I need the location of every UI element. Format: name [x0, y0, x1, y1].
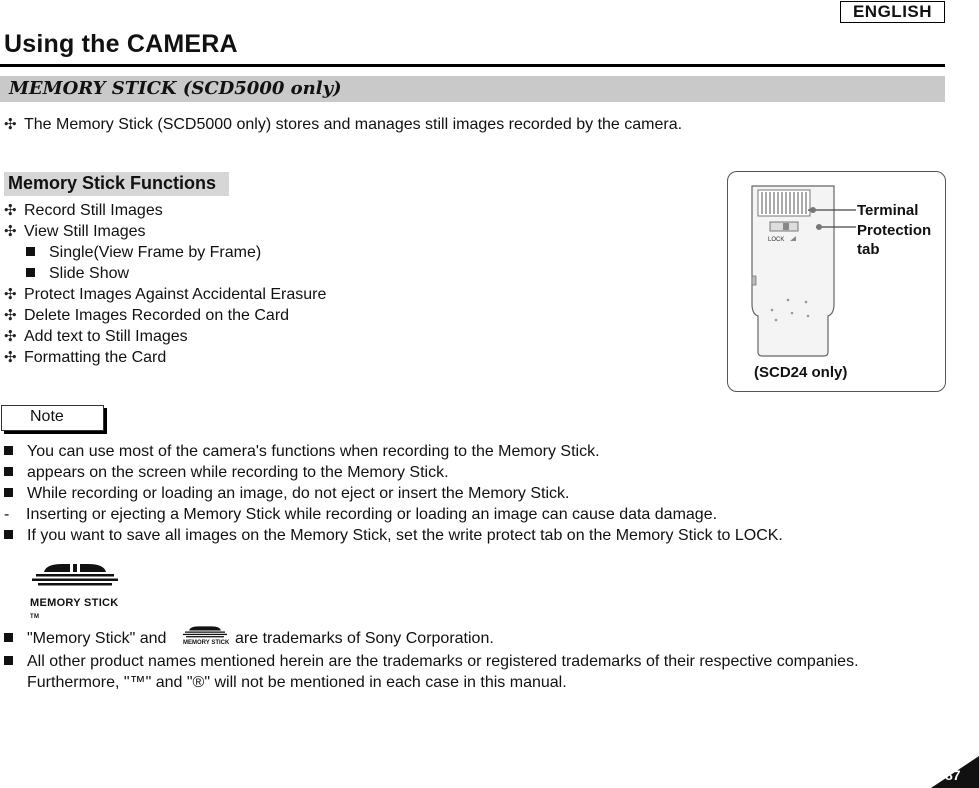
- square-bullet-icon: [4, 656, 13, 665]
- note-item: [4, 442, 600, 462]
- note-text: Inserting or ejecting a Memory Stick while recording or loading an image can cause data damage.: [26, 506, 718, 523]
- note-label: Note: [30, 408, 64, 425]
- memory-stick-logo-small-icon: [183, 625, 227, 639]
- small-logo-label: MEMORY STICK: [183, 640, 230, 646]
- section-title-bar: [0, 76, 945, 102]
- square-bullet-icon: [4, 530, 13, 539]
- memory-stick-logo: [30, 562, 130, 620]
- trademark-item: [4, 652, 859, 672]
- intro-text: The Memory Stick (SCD5000 only) stores and manages still images recorded by the camera.: [24, 116, 683, 133]
- list-item-text: Add text to Still Images: [24, 328, 188, 345]
- title-rule: [0, 64, 945, 67]
- note-item: [4, 505, 717, 525]
- cross-bullet-icon: ✣: [4, 116, 17, 133]
- label-protection: Protection: [857, 222, 932, 239]
- square-bullet-icon: [4, 633, 13, 642]
- note-label-box: [1, 405, 104, 431]
- section-title: MEMORY STICK (SCD5000 only): [9, 78, 342, 99]
- label-tab: tab: [857, 241, 880, 258]
- cross-bullet-icon: ✣: [4, 307, 17, 324]
- cross-bullet-icon: ✣: [4, 349, 17, 366]
- square-bullet-icon: [4, 467, 13, 476]
- note-item: [4, 526, 783, 546]
- small-logo-text: [183, 640, 229, 646]
- trademark-note: Furthermore, "™" and "®" will not be mentioned in each case in this manual.: [27, 674, 567, 691]
- note-item: [4, 463, 449, 483]
- note-text: appears on the screen while recording to the Memory Stick.: [27, 464, 449, 481]
- list-item-text: Delete Images Recorded on the Card: [24, 307, 290, 324]
- list-item-text: Slide Show: [49, 265, 130, 282]
- square-bullet-icon: [4, 488, 13, 497]
- list-item: [4, 222, 146, 242]
- callout-lines: [808, 197, 858, 237]
- list-item-text: Formatting the Card: [24, 349, 167, 366]
- memory-stick-figure: [727, 171, 946, 392]
- list-item-text: Record Still Images: [24, 202, 163, 219]
- cross-bullet-icon: ✣: [4, 328, 17, 345]
- page-number: 87: [945, 767, 961, 783]
- trademark-text-continued: are trademarks of Sony Corporation.: [235, 630, 494, 647]
- list-item-text: Single(View Frame by Frame): [49, 244, 262, 261]
- logo-tm: TM: [30, 614, 40, 620]
- dash-bullet: -: [4, 506, 10, 523]
- list-item: [4, 201, 163, 221]
- list-subitem: [26, 243, 261, 263]
- trademark-item: [4, 629, 166, 649]
- list-item-text: View Still Images: [24, 223, 146, 240]
- list-item: [4, 306, 289, 326]
- lock-label: LOCK: [768, 237, 785, 243]
- functions-heading: Memory Stick Functions: [8, 173, 217, 193]
- figure-caption: (SCD24 only): [754, 364, 848, 381]
- logo-text: MEMORY STICK: [30, 597, 119, 609]
- list-item: [4, 285, 326, 305]
- note-text: While recording or loading an image, do not eject or insert the Memory Stick.: [27, 485, 570, 502]
- cross-bullet-icon: ✣: [4, 286, 17, 303]
- list-item: [4, 348, 166, 368]
- note-text: If you want to save all images on the Memory Stick, set the write protect tab on the Memory Stick to LOCK.: [27, 527, 783, 544]
- list-item-text: Protect Images Against Accidental Erasure: [24, 286, 327, 303]
- language-badge: ENGLISH: [840, 1, 945, 23]
- trademark-text: All other product names mentioned herein are the trademarks or registered trademarks of their respective companies.: [27, 653, 859, 670]
- page-title: Using the CAMERA: [4, 30, 238, 58]
- memory-stick-logo-icon: [32, 562, 118, 588]
- note-text: You can use most of the camera's functions when recording to the Memory Stick.: [27, 443, 600, 460]
- intro-paragraph: [4, 115, 682, 135]
- cross-bullet-icon: ✣: [4, 223, 17, 240]
- label-terminal: Terminal: [857, 202, 919, 219]
- list-item: [4, 327, 188, 347]
- square-bullet-icon: [26, 268, 35, 277]
- cross-bullet-icon: ✣: [4, 202, 17, 219]
- list-subitem: [26, 264, 129, 284]
- functions-heading-bar: [4, 172, 229, 196]
- square-bullet-icon: [26, 247, 35, 256]
- trademark-text: "Memory Stick" and: [27, 630, 167, 647]
- note-item: [4, 484, 569, 504]
- square-bullet-icon: [4, 446, 13, 455]
